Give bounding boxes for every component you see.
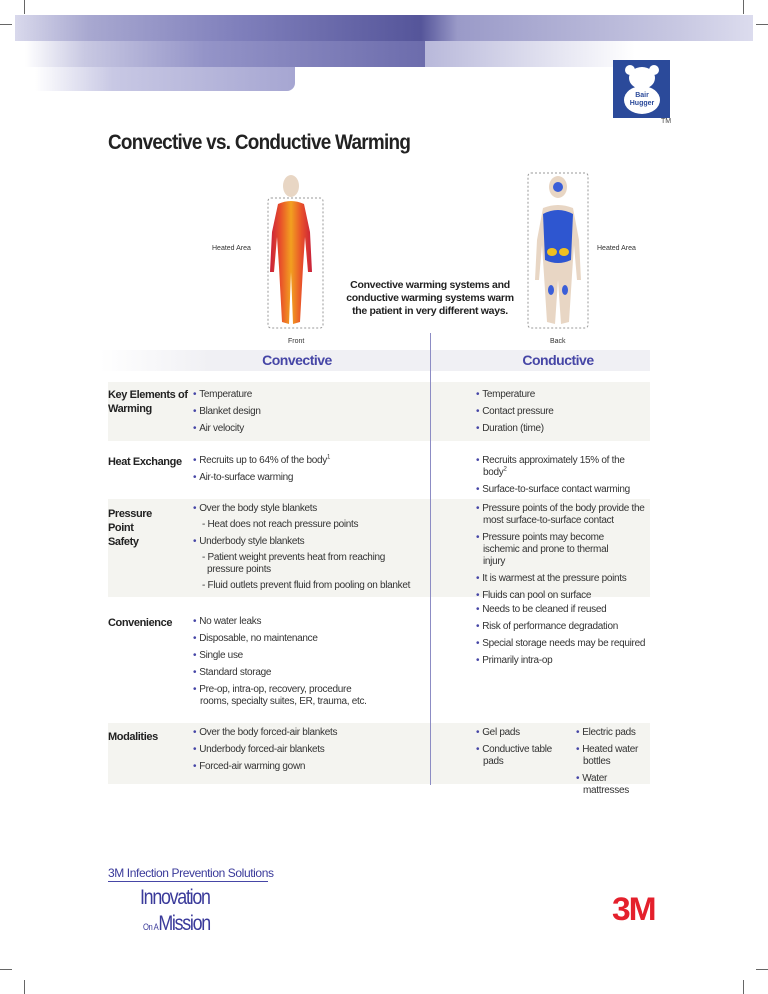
header-banner (15, 15, 753, 41)
conductive-list-2 (576, 727, 650, 802)
header-banner (25, 41, 425, 67)
header-banner (35, 67, 295, 91)
convective-list (193, 727, 337, 778)
table-row (108, 441, 650, 499)
conductive-list (476, 727, 561, 773)
crop-mark (743, 980, 744, 994)
list-item: • Temperature (476, 389, 554, 401)
list-item: • Over the body style blankets (193, 503, 433, 515)
list-item: • Pressure points may become ischemic and prone to thermal injury (476, 532, 631, 568)
list-item: • Electric pads (576, 727, 650, 739)
list-item: • Air velocity (193, 423, 261, 435)
bear-icon (620, 64, 664, 114)
list-item: • Needs to be cleaned if reused (476, 604, 645, 616)
row-label: Modalities (108, 731, 158, 743)
column-header-convective: Convective (262, 352, 332, 368)
list-item: • Special storage needs may be required (476, 638, 645, 650)
convective-list (193, 616, 378, 713)
list-item: - Fluid outlets prevent fluid from pooling on blanket (202, 580, 411, 591)
3m-logo: 3M (611, 891, 655, 927)
row-label: Convenience (108, 617, 173, 629)
tagline-innovation: Innovation (140, 886, 210, 909)
list-item: • Temperature (193, 389, 261, 401)
list-item: • Heated water bottles (576, 744, 650, 768)
back-label: Back (550, 338, 566, 345)
list-item: • It is warmest at the pressure points (476, 573, 661, 585)
crop-mark (743, 0, 744, 14)
list-item: • Duration (time) (476, 423, 554, 435)
row-label: Heat Exchange (108, 456, 182, 468)
division-name: 3M Infection Prevention Solutions (108, 866, 274, 880)
bair-hugger-logo (613, 60, 670, 118)
table-row (108, 597, 650, 723)
convective-list (193, 503, 433, 597)
conductive-list (476, 503, 661, 607)
column-header-bar (100, 350, 650, 371)
figure-caption: Convective warming systems and conductive warming systems warm the patient in very different ways. (346, 279, 514, 317)
crop-mark (24, 980, 25, 994)
list-item: • Over the body forced-air blankets (193, 727, 337, 739)
list-item: • Standard storage (193, 667, 378, 679)
list-item: • No water leaks (193, 616, 378, 628)
table-row (108, 499, 650, 601)
convective-list (193, 389, 261, 440)
list-item: • Blanket design (193, 406, 261, 418)
row-label: Pressure Point Safety (108, 508, 152, 548)
conductive-list (476, 389, 554, 440)
trademark: TM (661, 118, 672, 125)
list-item: - Heat does not reach pressure points (202, 519, 359, 530)
svg-text:Hugger: Hugger (629, 100, 654, 107)
list-item: • Contact pressure (476, 406, 554, 418)
heated-area-label: Heated Area (597, 245, 636, 252)
list-item: • Underbody style blankets (193, 536, 433, 548)
svg-text:Bair: Bair (634, 92, 649, 99)
front-body-figure (260, 172, 332, 332)
column-header-conductive: Conductive (522, 352, 594, 368)
crop-mark (0, 24, 12, 25)
list-item: • Disposable, no maintenance (193, 633, 378, 645)
table-row (108, 723, 650, 796)
list-item: • Underbody forced-air blankets (193, 744, 337, 756)
list-item: • Air-to-surface warming (193, 472, 330, 484)
crop-mark (24, 0, 25, 14)
list-item: • Risk of performance degradation (476, 621, 645, 633)
list-item: • Single use (193, 650, 378, 662)
crop-mark (0, 969, 12, 970)
conductive-list (476, 604, 645, 672)
list-item: • Fluids can pool on surface (476, 590, 661, 602)
conductive-list (476, 455, 650, 501)
front-label: Front (288, 338, 305, 345)
list-item: • Surface-to-surface contact warming (476, 484, 650, 496)
page-title: Convective vs. Conductive Warming (108, 131, 411, 154)
heated-area-label: Heated Area (212, 245, 251, 252)
convective-list (193, 455, 330, 489)
list-item: • Pre-op, intra-op, recovery, procedure rooms, specialty suites, ER, trauma, etc. (193, 684, 378, 708)
list-item: • Pressure points of the body provide the most surface-to-surface contact (476, 503, 661, 527)
list-item: • Conductive table pads (476, 744, 561, 768)
back-body-figure (525, 170, 591, 332)
list-item: • Forced-air warming gown (193, 761, 337, 773)
list-item: • Recruits approximately 15% of the body$^2$ (476, 455, 650, 479)
list-item: • Primarily intra-op (476, 655, 645, 667)
crop-mark (756, 969, 768, 970)
tagline-on-a-mission: On AMission (143, 912, 210, 935)
list-item: - Patient weight prevents heat from reaching pressure points (202, 552, 386, 575)
column-divider (430, 333, 431, 785)
header-banner (425, 41, 635, 67)
list-item: • Water mattresses (576, 773, 650, 797)
list-item: • Recruits up to 64% of the body$^1$ (193, 455, 330, 467)
crop-mark (756, 24, 768, 25)
list-item: • Gel pads (476, 727, 561, 739)
row-label: Key Elements of Warming (108, 389, 188, 415)
table-row (108, 382, 650, 441)
